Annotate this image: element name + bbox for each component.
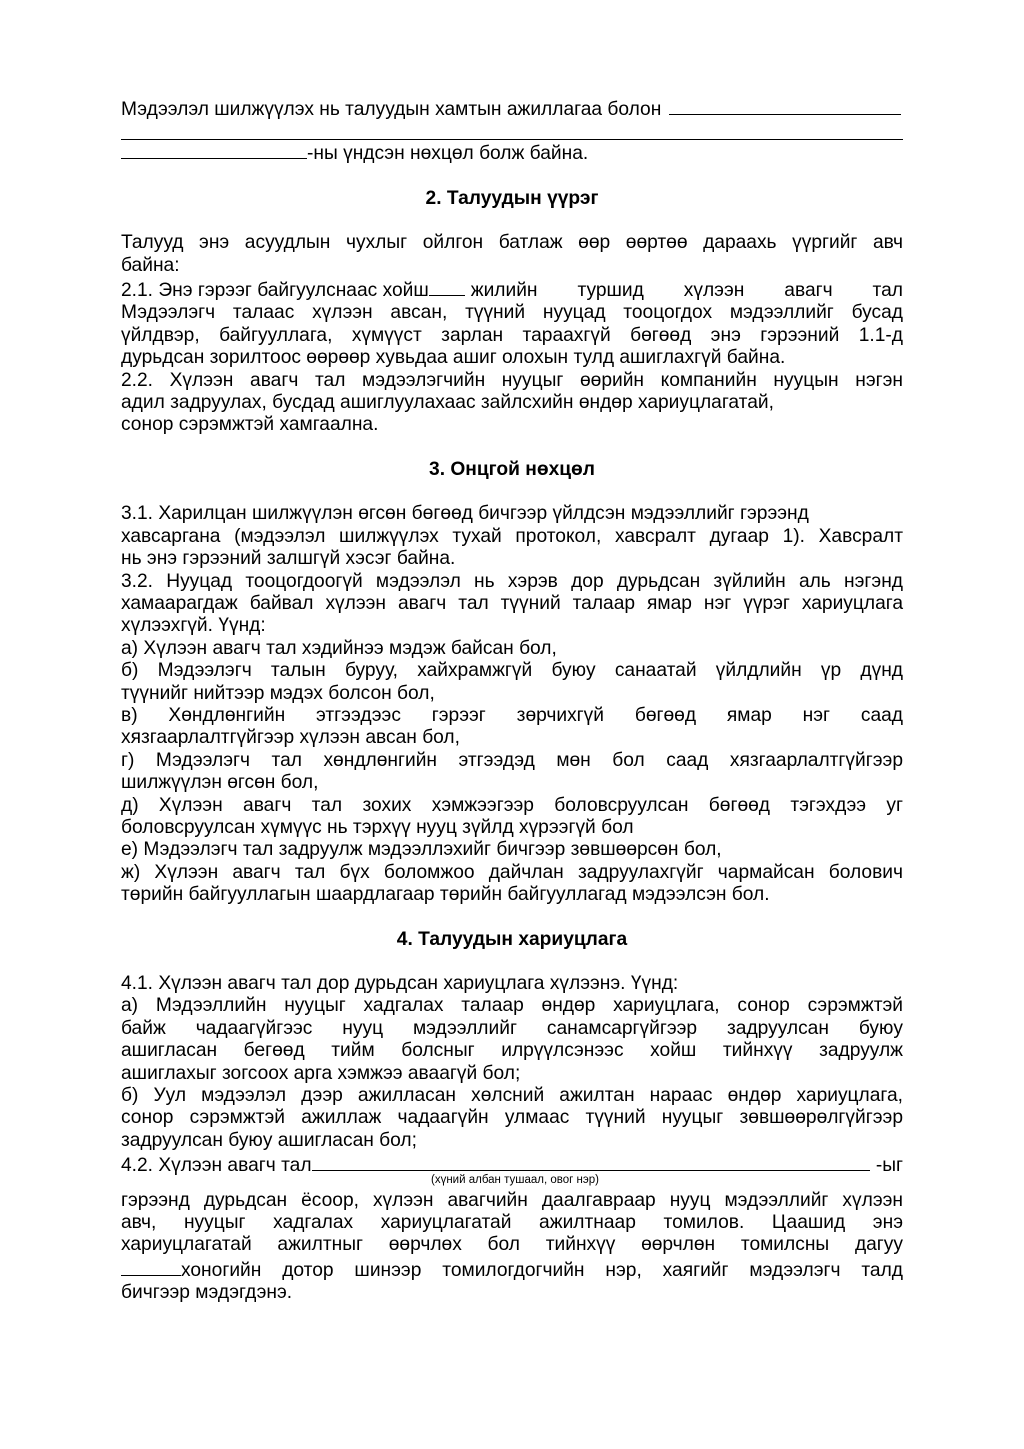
p41-item-b: б) Уул мэдээлэл дээр ажилласан хөлсний ажилтан нараас өндөр хариуцлага,: [121, 1085, 903, 1107]
p22-line: сонор сэрэмжтэй хамгаална.: [121, 414, 379, 436]
p41-item-a: а) Мэдээллийн нууцыг хадгалах талаар өндөр хариуцлага, сонор сэрэмжтэй: [121, 995, 903, 1017]
intro-text-3: -ны үндсэн нөхцөл болж байна.: [307, 143, 589, 165]
document-page: [121, 96, 903, 1305]
p42-line: хариуцлагатай ажилтныг өөрчлөх бол тийнхүү өөрчлөн томилсны дагуу: [121, 1234, 903, 1256]
s2-intro-line: Талууд энэ асуудлын чухлыг ойлгон батлаж өөр өөртөө дараахь үүргийг авч: [121, 232, 903, 254]
p42-line: [121, 1257, 903, 1282]
p32-line: хүлээхгүй. Үүнд:: [121, 615, 266, 637]
list-item-b: б) Мэдээлэгч талын буруу, хайхрамжгүй буюу санаатай үйлдлийн үр дүнд: [121, 660, 903, 682]
s2-p21-line-1: [121, 277, 903, 302]
p41-item-a: ашиглахыг зогсоох арга хэмжээ аваагүй бол;: [121, 1062, 521, 1084]
intro-line-3: [121, 140, 903, 165]
p22-line: адил задруулах, бусдад ашиглуулахаас зайлсхийн өндөр хариуцлагатай,: [121, 392, 774, 414]
p31-line: нь энэ гэрээний залшгүй хэсэг байна.: [121, 548, 456, 570]
p42-text: хоногийн дотор шинээр томилогдогчийн нэр, хаягийг мэдээлэгч талд: [181, 1259, 903, 1281]
list-item-d: боловсруулсан хүмүүс нь тэрхүү нууц зүйлд хүрээгүй бол: [121, 816, 634, 838]
list-item-zh: ж) Хүлээн авагч тал бүх боломжоо дайчлан задруулахгүйг чармайсан болович: [121, 861, 903, 883]
p22-line: 2.2. Хүлээн авагч тал мэдээлэгчийн нууцыг өөрийн компанийн нууцын нэгэн: [121, 369, 903, 391]
p42-suffix: -ыг: [875, 1155, 903, 1177]
p21-line: Мэдээлэгч талаас хүлээн авсан, түүний нууцад тооцогдох мэдээллийг бусад: [121, 302, 903, 324]
intro-line-1: [121, 96, 903, 121]
p42-caption-row: [121, 1173, 903, 1190]
fill-in-blank: [121, 121, 903, 140]
section-3-title: 3. Онцгой нөхцөл: [429, 458, 595, 480]
list-item-zh: төрийн байгууллагын шаардлагаар төрийн байгууллагад мэдээлсэн бол.: [121, 884, 770, 906]
p21-text: жилийн туршид хүлээн авагч тал: [470, 280, 903, 302]
p41-item-a: ашигласан бегөөд тийм болсныг илрүүлсэнээс хойш тийнхүү задруулж: [121, 1040, 903, 1062]
p32-line: хамаарагдаж байвал хүлээн авагч тал түүний талаар ямар нэг үүрэг хариуцлага: [121, 592, 903, 614]
p32-line: 3.2. Нууцад тооцогдоогүй мэдээлэл нь хэрэв дор дурьдсан зүйлийн аль нэгэнд: [121, 570, 903, 592]
p42-line: авч, нууцыг хадгалах хариуцлагатай ажилтнаар томилов. Цаашид энэ: [121, 1212, 903, 1234]
p41-item-b: сонор сэрэмжтэй ажиллаж чадаагүйн улмаас түүний нууцыг зөвшөөрөлгүйгээр: [121, 1107, 903, 1129]
p41-item-a: байж чадаагүйгээс нууц мэдээллийг санамсаргүйгээр задруулсан буюу: [121, 1017, 903, 1039]
p41-line: 4.1. Хүлээн авагч тал дор дурьдсан хариуцлага хүлээнэ. Үүнд:: [121, 973, 679, 994]
intro-line-2: [121, 121, 903, 140]
fill-in-blank: [121, 1257, 181, 1276]
p41-item-b: задруулсан буюу ашигласан бол;: [121, 1129, 417, 1151]
p42-line: бичгээр мэдэгдэнэ.: [121, 1282, 293, 1304]
list-item-v: хязгаарлалтгүйгээр хүлээн авсан бол,: [121, 727, 460, 749]
intro-text-1: Мэдээлэл шилжүүлэх нь талуудын хамтын ажиллагаа болон: [121, 99, 662, 120]
p31-line: хавсаргана (мэдээлэл шилжүүлэх тухай протокол, хавсралт дугаар 1). Хавсралт: [121, 525, 903, 547]
p21-text: 2.1. Энэ гэрээг байгуулснаас хойш: [121, 280, 429, 302]
section-2-title: 2. Талуудын үүрэг: [425, 187, 599, 209]
p31-line: 3.1. Харилцан шилжүүлэн өгсөн бөгөөд бичгээр үйлдсэн мэдээллийг гэрээнд: [121, 503, 809, 525]
p21-line: үйлдвэр, байгууллага, хүмүүст зарлан тараахгүй бөгөөд энэ гэрээний 1.1-д: [121, 324, 903, 346]
p21-line: дурьдсан зорилтоос өөрөөр хувьдаа ашиг олохын тулд ашиглахгүй байна.: [121, 347, 786, 369]
p42-prefix: 4.2. Хүлээн авагч тал: [121, 1155, 312, 1177]
fill-in-blank: [429, 277, 465, 296]
list-item-d: д) Хүлээн авагч тал зохих хэмжээгээр боловсруулсан бөгөөд тэгэхдээ уг: [121, 794, 903, 816]
s2-intro-line: байна:: [121, 254, 180, 276]
fill-in-blank: [312, 1152, 870, 1171]
list-item-b: түүнийг нийтээр мэдэх болсон бол,: [121, 682, 435, 704]
p42-line: гэрээнд дурьдсан ёсоор, хүлээн авагчийн даалгавраар нууц мэдээллийг хүлээн: [121, 1189, 903, 1211]
list-item-e: е) Мэдээлэгч тал задруулж мэдээллэхийг бичгээр зөвшөөрсөн бол,: [121, 839, 722, 861]
list-item-a: а) Хүлээн авагч тал хэдийнээ мэдэж байсан бол,: [121, 637, 557, 659]
p42-caption: (хүний албан тушаал, овог нэр): [431, 1173, 599, 1186]
section-4-title: 4. Талуудын хариуцлага: [396, 928, 628, 950]
fill-in-blank: [121, 140, 307, 159]
list-item-g: шилжүүлэн өгсөн бол,: [121, 772, 319, 794]
fill-in-blank: [669, 96, 901, 115]
list-item-v: в) Хөндлөнгийн этгээдээс гэрээг зөрчихгүй бөгөөд ямар нэг саад: [121, 704, 903, 726]
list-item-g: г) Мэдээлэгч тал хөндлөнгийн этгээдэд мөн бол саад хязгаарлалтгүйгээр: [121, 749, 903, 771]
